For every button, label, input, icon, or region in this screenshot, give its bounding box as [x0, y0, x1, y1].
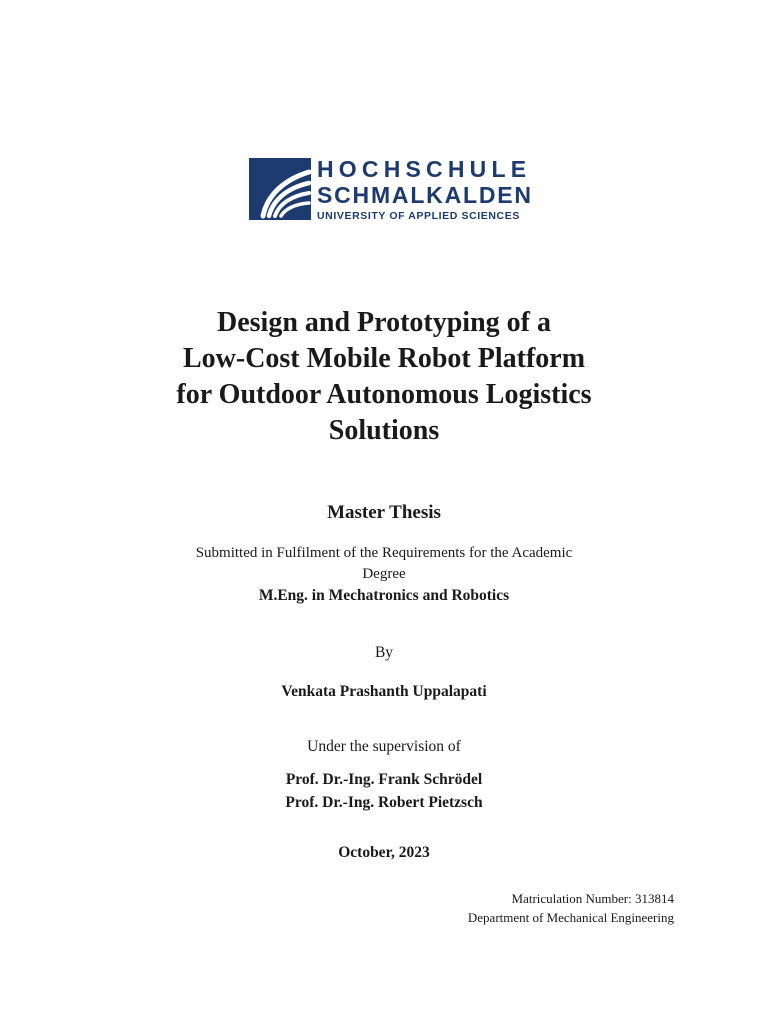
title-line-4: Solutions: [328, 415, 440, 446]
matriculation-number: Matriculation Number: 313814: [511, 891, 674, 906]
student-meta: [468, 889, 674, 927]
department-name: Department of Mechanical Engineering: [467, 910, 674, 925]
logo-line-1: HOCHSCHULE: [317, 156, 532, 182]
title-line-2: Low-Cost Mobile Robot Platform: [182, 343, 586, 374]
submission-statement: [0, 543, 768, 585]
university-logo: [249, 158, 569, 224]
supervisor-1: Prof. Dr.-Ing. Frank Schrödel: [285, 771, 483, 788]
title-line-1: Design and Prototyping of a: [217, 307, 551, 338]
author-name: Venkata Prashanth Uppalapati: [281, 683, 487, 700]
submission-line-1: Submitted in Fulfilment of the Requirements for the Academic: [195, 545, 573, 561]
logo-line-2: SCHMALKALDEN: [317, 182, 533, 208]
degree-name: M.Eng. in Mechatronics and Robotics: [258, 587, 510, 604]
title-line-3: for Outdoor Autonomous Logistics: [176, 379, 592, 410]
supervision-label: Under the supervision of: [307, 738, 461, 755]
submission-line-2: Degree: [362, 566, 406, 582]
stylized-arcs-logo-icon: [249, 158, 311, 220]
supervisor-2: Prof. Dr.-Ing. Robert Pietzsch: [285, 794, 483, 811]
submission-date: October, 2023: [338, 844, 430, 861]
thesis-title: [0, 305, 768, 449]
logo-wordmark: [317, 156, 533, 223]
by-label: By: [374, 644, 394, 661]
document-type: Master Thesis: [327, 502, 441, 523]
logo-line-3: UNIVERSITY OF APPLIED SCIENCES: [317, 210, 520, 222]
supervisor-list: [0, 768, 768, 814]
